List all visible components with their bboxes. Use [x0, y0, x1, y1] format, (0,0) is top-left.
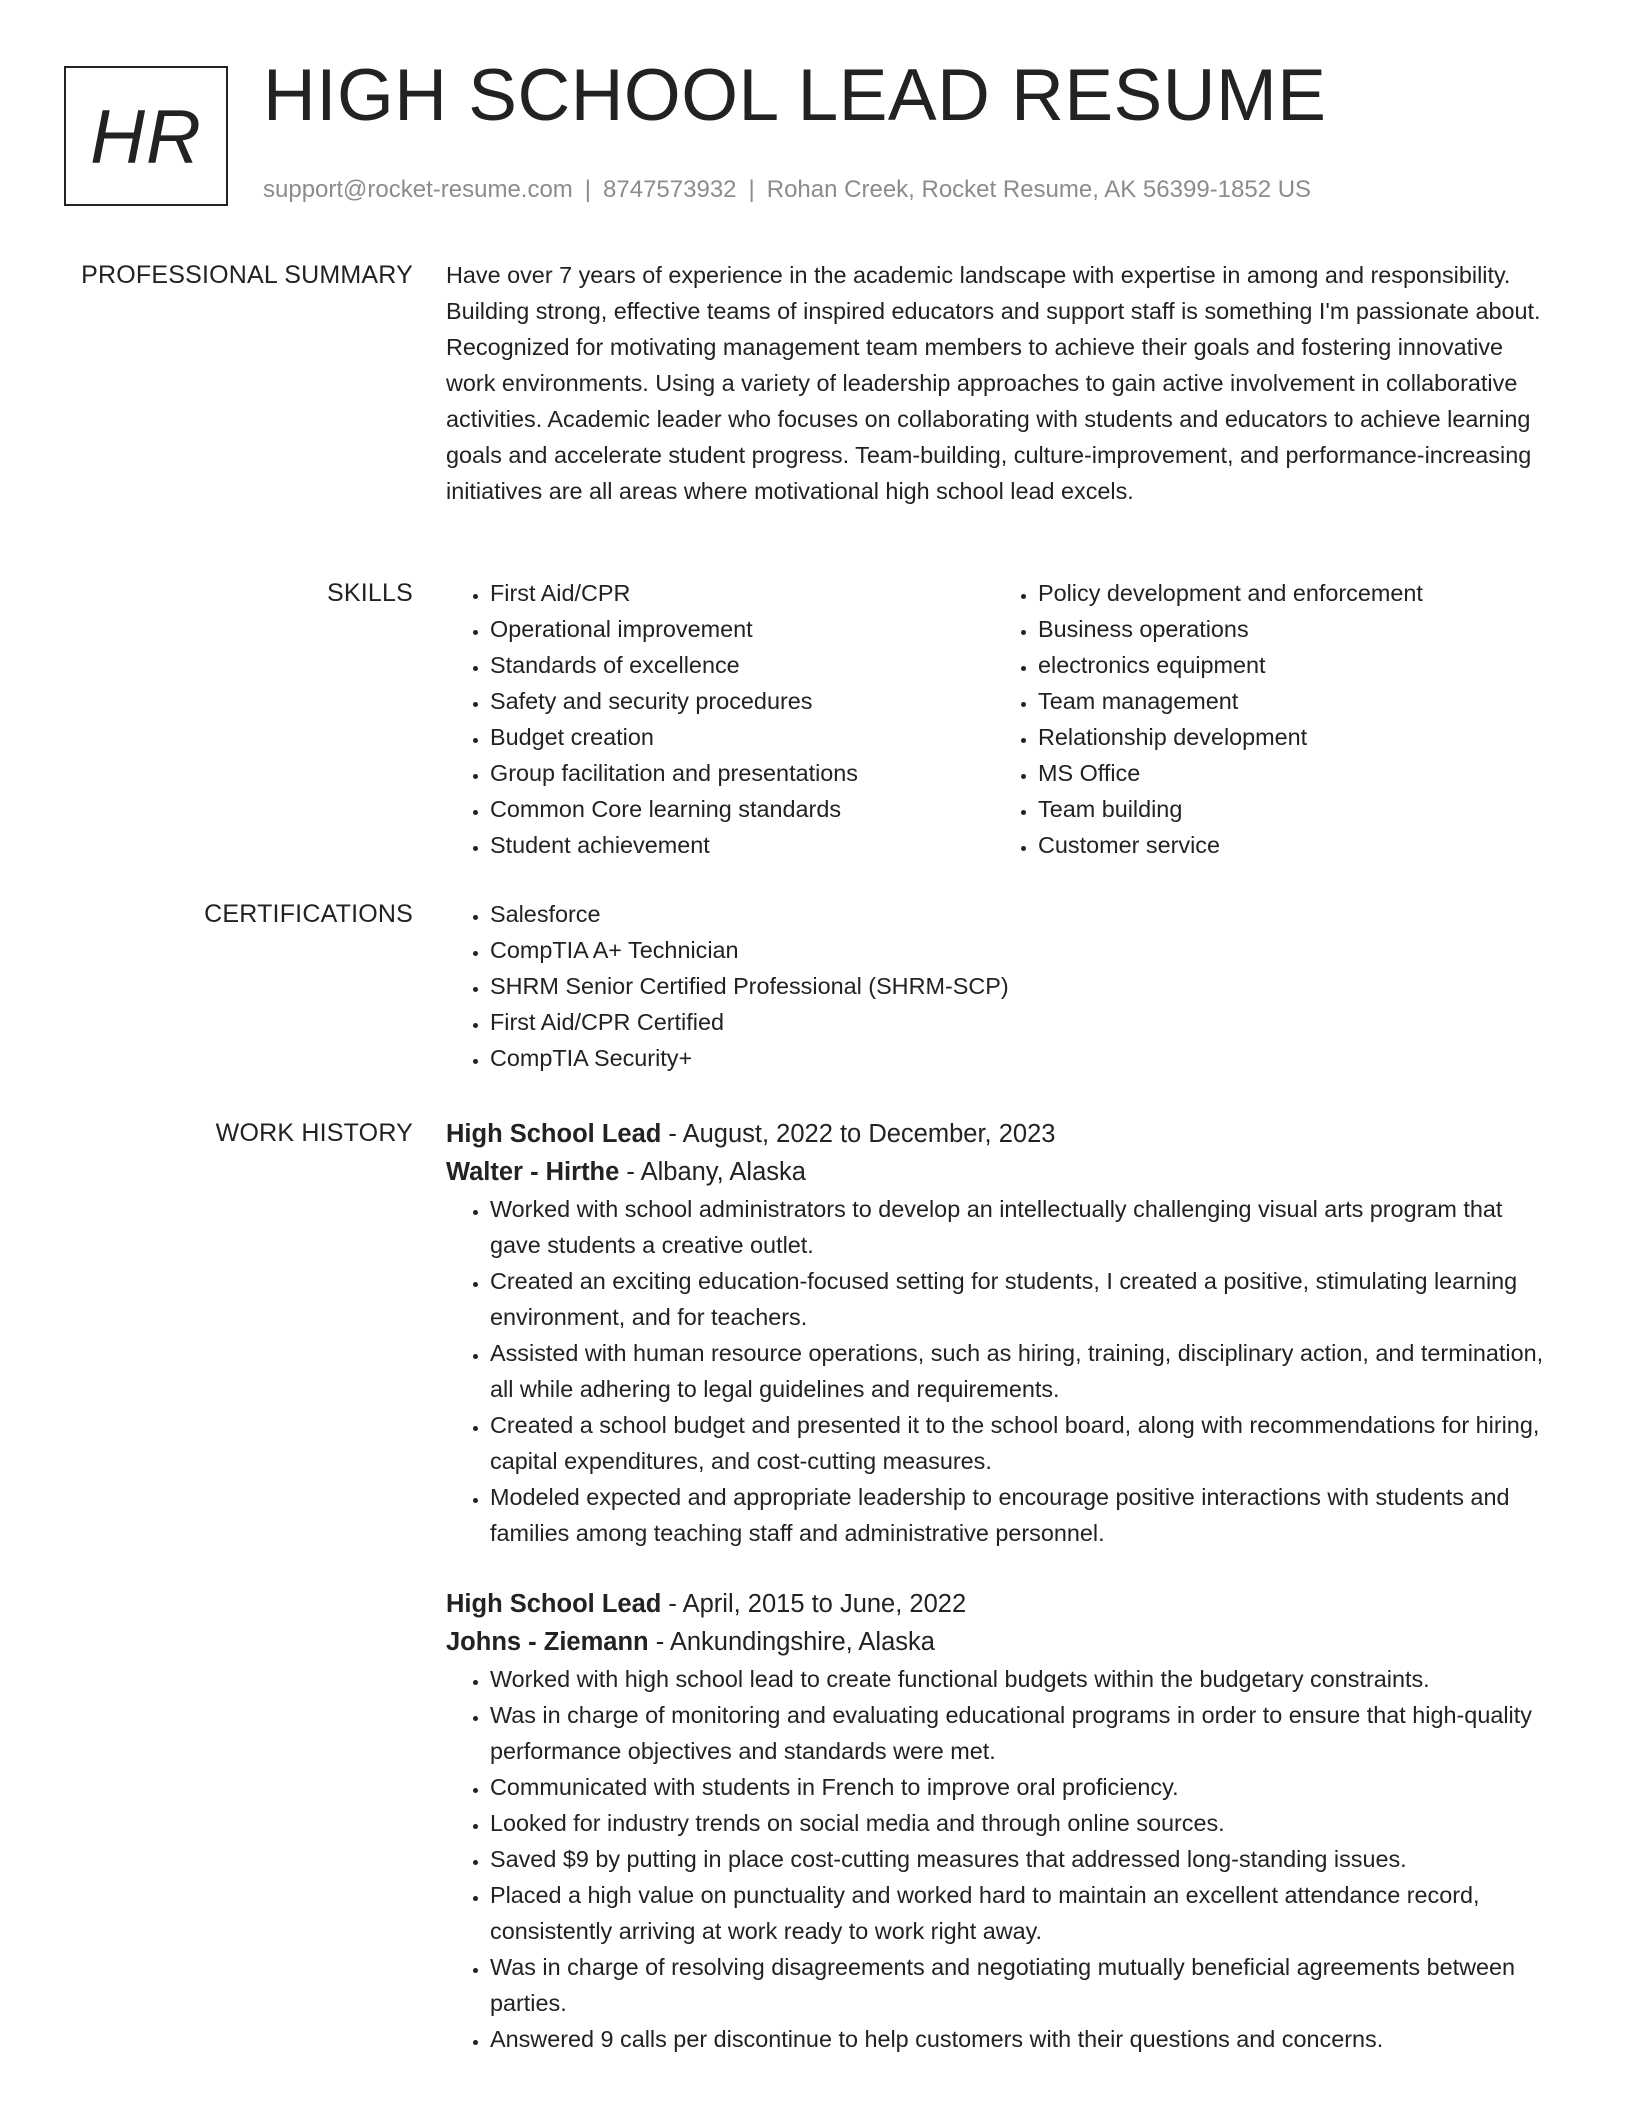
job-bullets: [446, 1191, 1548, 1551]
section-label-summary: PROFESSIONAL SUMMARY: [81, 261, 413, 289]
job-bullets: [446, 1661, 1548, 2057]
skills-list-right: [994, 575, 1542, 863]
job-bullet: • Saved $9 by putting in place cost-cutting measures that addressed long-standing issues.: [490, 1841, 1548, 1877]
job-bullet: • Communicated with students in French to improve oral proficiency.: [490, 1769, 1548, 1805]
skill-item: • Student achievement: [490, 827, 994, 863]
work-history-body: [446, 1115, 1548, 2057]
skill-item: • Relationship development: [1038, 719, 1542, 755]
job-dates: - August, 2022 to December, 2023: [661, 1120, 1056, 1148]
summary-text: Have over 7 years of experience in the academic landscape with expertise in among and responsibility. Building strong, effective teams of inspired educators and support staff is something I'm passionate about. Recognized for motivating management team members to achieve their goals and fostering innovative work environments. Using a variety of leadership approaches to gain active involvement in collaborative activities. Academic leader who focuses on collaborating with students and educators to achieve learning goals and accelerate student progress. Team-building, culture-improvement, and performance-increasing initiatives are all areas where motivational high school lead excels.: [446, 262, 1541, 504]
job-company-line: [446, 1153, 1548, 1191]
job-bullet: • Worked with high school lead to create functional budgets within the budgetary constraints.: [490, 1661, 1548, 1697]
job-bullet: • Modeled expected and appropriate leadership to encourage positive interactions with students and families among teaching staff and administrative personnel.: [490, 1479, 1548, 1551]
job-location: - Albany, Alaska: [619, 1158, 806, 1186]
skill-item: • Common Core learning standards: [490, 791, 994, 827]
job-bullet: • Answered 9 calls per discontinue to help customers with their questions and concerns.: [490, 2021, 1548, 2057]
job-title: High School Lead: [446, 1590, 662, 1618]
certification-item: • CompTIA Security+: [490, 1040, 1548, 1076]
job-bullet: • Looked for industry trends on social media and through online sources.: [490, 1805, 1548, 1841]
contact-email[interactable]: support@rocket-resume.com: [263, 176, 573, 203]
contact-phone[interactable]: 8747573932: [603, 176, 737, 203]
job-bullet: • Created an exciting education-focused setting for students, I created a positive, stimulating learning environment, and for teachers.: [490, 1263, 1548, 1335]
job-company-line: [446, 1623, 1548, 1661]
skill-item: • First Aid/CPR: [490, 575, 994, 611]
job-location: - Ankundingshire, Alaska: [648, 1628, 935, 1656]
certification-item: • First Aid/CPR Certified: [490, 1004, 1548, 1040]
skills-body: [446, 575, 1548, 863]
job-bullet: • Assisted with human resource operations, such as hiring, training, disciplinary action, and termination, all while adhering to legal guidelines and requirements.: [490, 1335, 1548, 1407]
section-label-work-history: WORK HISTORY: [215, 1119, 413, 1147]
skill-item: • Budget creation: [490, 719, 994, 755]
contact-separator: |: [748, 176, 755, 203]
contact-separator: |: [584, 176, 592, 203]
section-label-skills: SKILLS: [327, 579, 413, 607]
skills-list-left: [446, 575, 994, 863]
job-bullet: • Created a school budget and presented it to the school board, along with recommendations for hiring, capital expenditures, and cost-cutting measures.: [490, 1407, 1548, 1479]
summary-body: [446, 257, 1548, 509]
certification-item: • CompTIA A+ Technician: [490, 932, 1548, 968]
skills-column-right: [994, 575, 1542, 863]
skill-item: • Team building: [1038, 791, 1542, 827]
skills-grid: [446, 575, 1548, 863]
section-label-certifications: CERTIFICATIONS: [204, 900, 413, 928]
skill-item: • Policy development and enforcement: [1038, 575, 1542, 611]
job-company: Walter - Hirthe: [446, 1158, 620, 1186]
job-title-line: [446, 1115, 1548, 1153]
skills-column-left: [446, 575, 994, 863]
job-title-line: [446, 1585, 1548, 1623]
job-bullet: • Was in charge of resolving disagreements and negotiating mutually beneficial agreements between parties.: [490, 1949, 1548, 2021]
skill-item: • Group facilitation and presentations: [490, 755, 994, 791]
certifications-body: [446, 896, 1548, 1076]
skill-item: • Safety and security procedures: [490, 683, 994, 719]
skill-item: • MS Office: [1038, 755, 1542, 791]
certification-item: • Salesforce: [490, 896, 1548, 932]
job-bullet: • Worked with school administrators to develop an intellectually challenging visual arts program that gave students a creative outlet.: [490, 1191, 1548, 1263]
job-entry: [446, 1115, 1548, 1551]
skill-item: • Operational improvement: [490, 611, 994, 647]
skill-item: • Business operations: [1038, 611, 1542, 647]
skill-item: • electronics equipment: [1038, 647, 1542, 683]
certification-item: • SHRM Senior Certified Professional (SHRM-SCP): [490, 968, 1548, 1004]
monogram-initials: HR: [90, 94, 202, 180]
contact-line: [263, 176, 1311, 204]
monogram-box: [64, 66, 228, 206]
contact-address: Rohan Creek, Rocket Resume, AK 56399-1852 US: [766, 176, 1312, 203]
resume-title: HIGH SCHOOL LEAD RESUME: [263, 55, 1327, 136]
skill-item: • Customer service: [1038, 827, 1542, 863]
certifications-list: [446, 896, 1548, 1076]
skill-item: • Team management: [1038, 683, 1542, 719]
job-dates: - April, 2015 to June, 2022: [661, 1590, 967, 1618]
job-company: Johns - Ziemann: [446, 1628, 649, 1656]
job-entry: [446, 1585, 1548, 2057]
skill-item: • Standards of excellence: [490, 647, 994, 683]
job-title: High School Lead: [446, 1120, 662, 1148]
job-bullet: • Was in charge of monitoring and evaluating educational programs in order to ensure that high-quality performance objectives and standards were met.: [490, 1697, 1548, 1769]
job-bullet: • Placed a high value on punctuality and worked hard to maintain an excellent attendance record, consistently arriving at work ready to work right away.: [490, 1877, 1548, 1949]
